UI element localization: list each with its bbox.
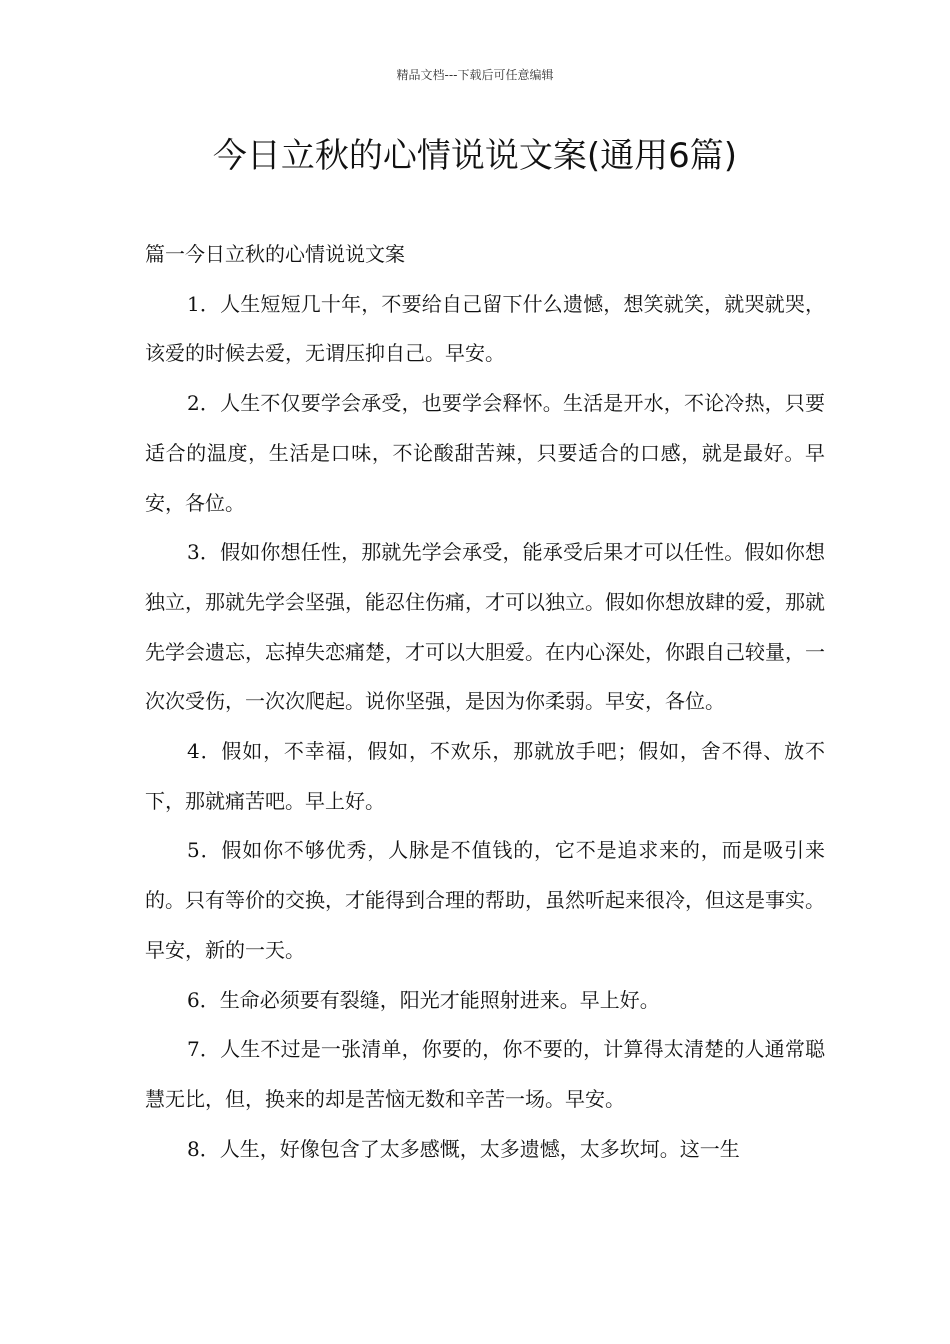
paragraph-3: 3．假如你想任性，那就先学会承受，能承受后果才可以任性。假如你想独立，那就先学会坚强，能忍住伤痛，才可以独立。假如你想放肆的爱，那就先学会遗忘，忘掉失恋痛楚，才可以大胆爱。在内心深处，你跟自己较量，一次次受伤，一次次爬起。说你坚强，是因为你柔弱。早安，各位。 bbox=[145, 540, 825, 714]
paragraph-6: 6．生命必须要有裂缝，阳光才能照射进来。早上好。 bbox=[187, 987, 660, 1012]
paragraph-8: 8．人生，好像包含了太多感慨，太多遗憾，太多坎坷。这一生 bbox=[187, 1136, 740, 1161]
paragraph-4: 4．假如，不幸福，假如，不欢乐，那就放手吧；假如，舍不得、放不下，那就痛苦吧。早上好。 bbox=[145, 739, 825, 813]
document-title: 今日立秋的心情说说文案(通用6篇) bbox=[212, 136, 738, 176]
paragraph-7: 7．人生不过是一张清单，你要的，你不要的，计算得太清楚的人通常聪慧无比，但，换来的却是苦恼无数和辛苦一场。早安。 bbox=[145, 1037, 825, 1111]
document-body bbox=[145, 230, 825, 1174]
section-heading: 篇一今日立秋的心情说说文案 bbox=[145, 242, 405, 266]
paragraph-2: 2．人生不仅要学会承受，也要学会释怀。生活是开水，不论冷热，只要适合的温度，生活是口味，不论酸甜苦辣，只要适合的口感，就是最好。早安，各位。 bbox=[145, 391, 825, 515]
paragraph-1: 1．人生短短几十年，不要给自己留下什么遗憾，想笑就笑，就哭就哭，该爱的时候去爱，无谓压抑自己。早安。 bbox=[145, 291, 825, 366]
paragraph-5: 5．假如你不够优秀，人脉是不值钱的，它不是追求来的，而是吸引来的。只有等价的交换，才能得到合理的帮助，虽然听起来很冷，但这是事实。早安，新的一天。 bbox=[145, 838, 825, 962]
header-note: 精品文档---下载后可任意编辑 bbox=[396, 68, 554, 82]
